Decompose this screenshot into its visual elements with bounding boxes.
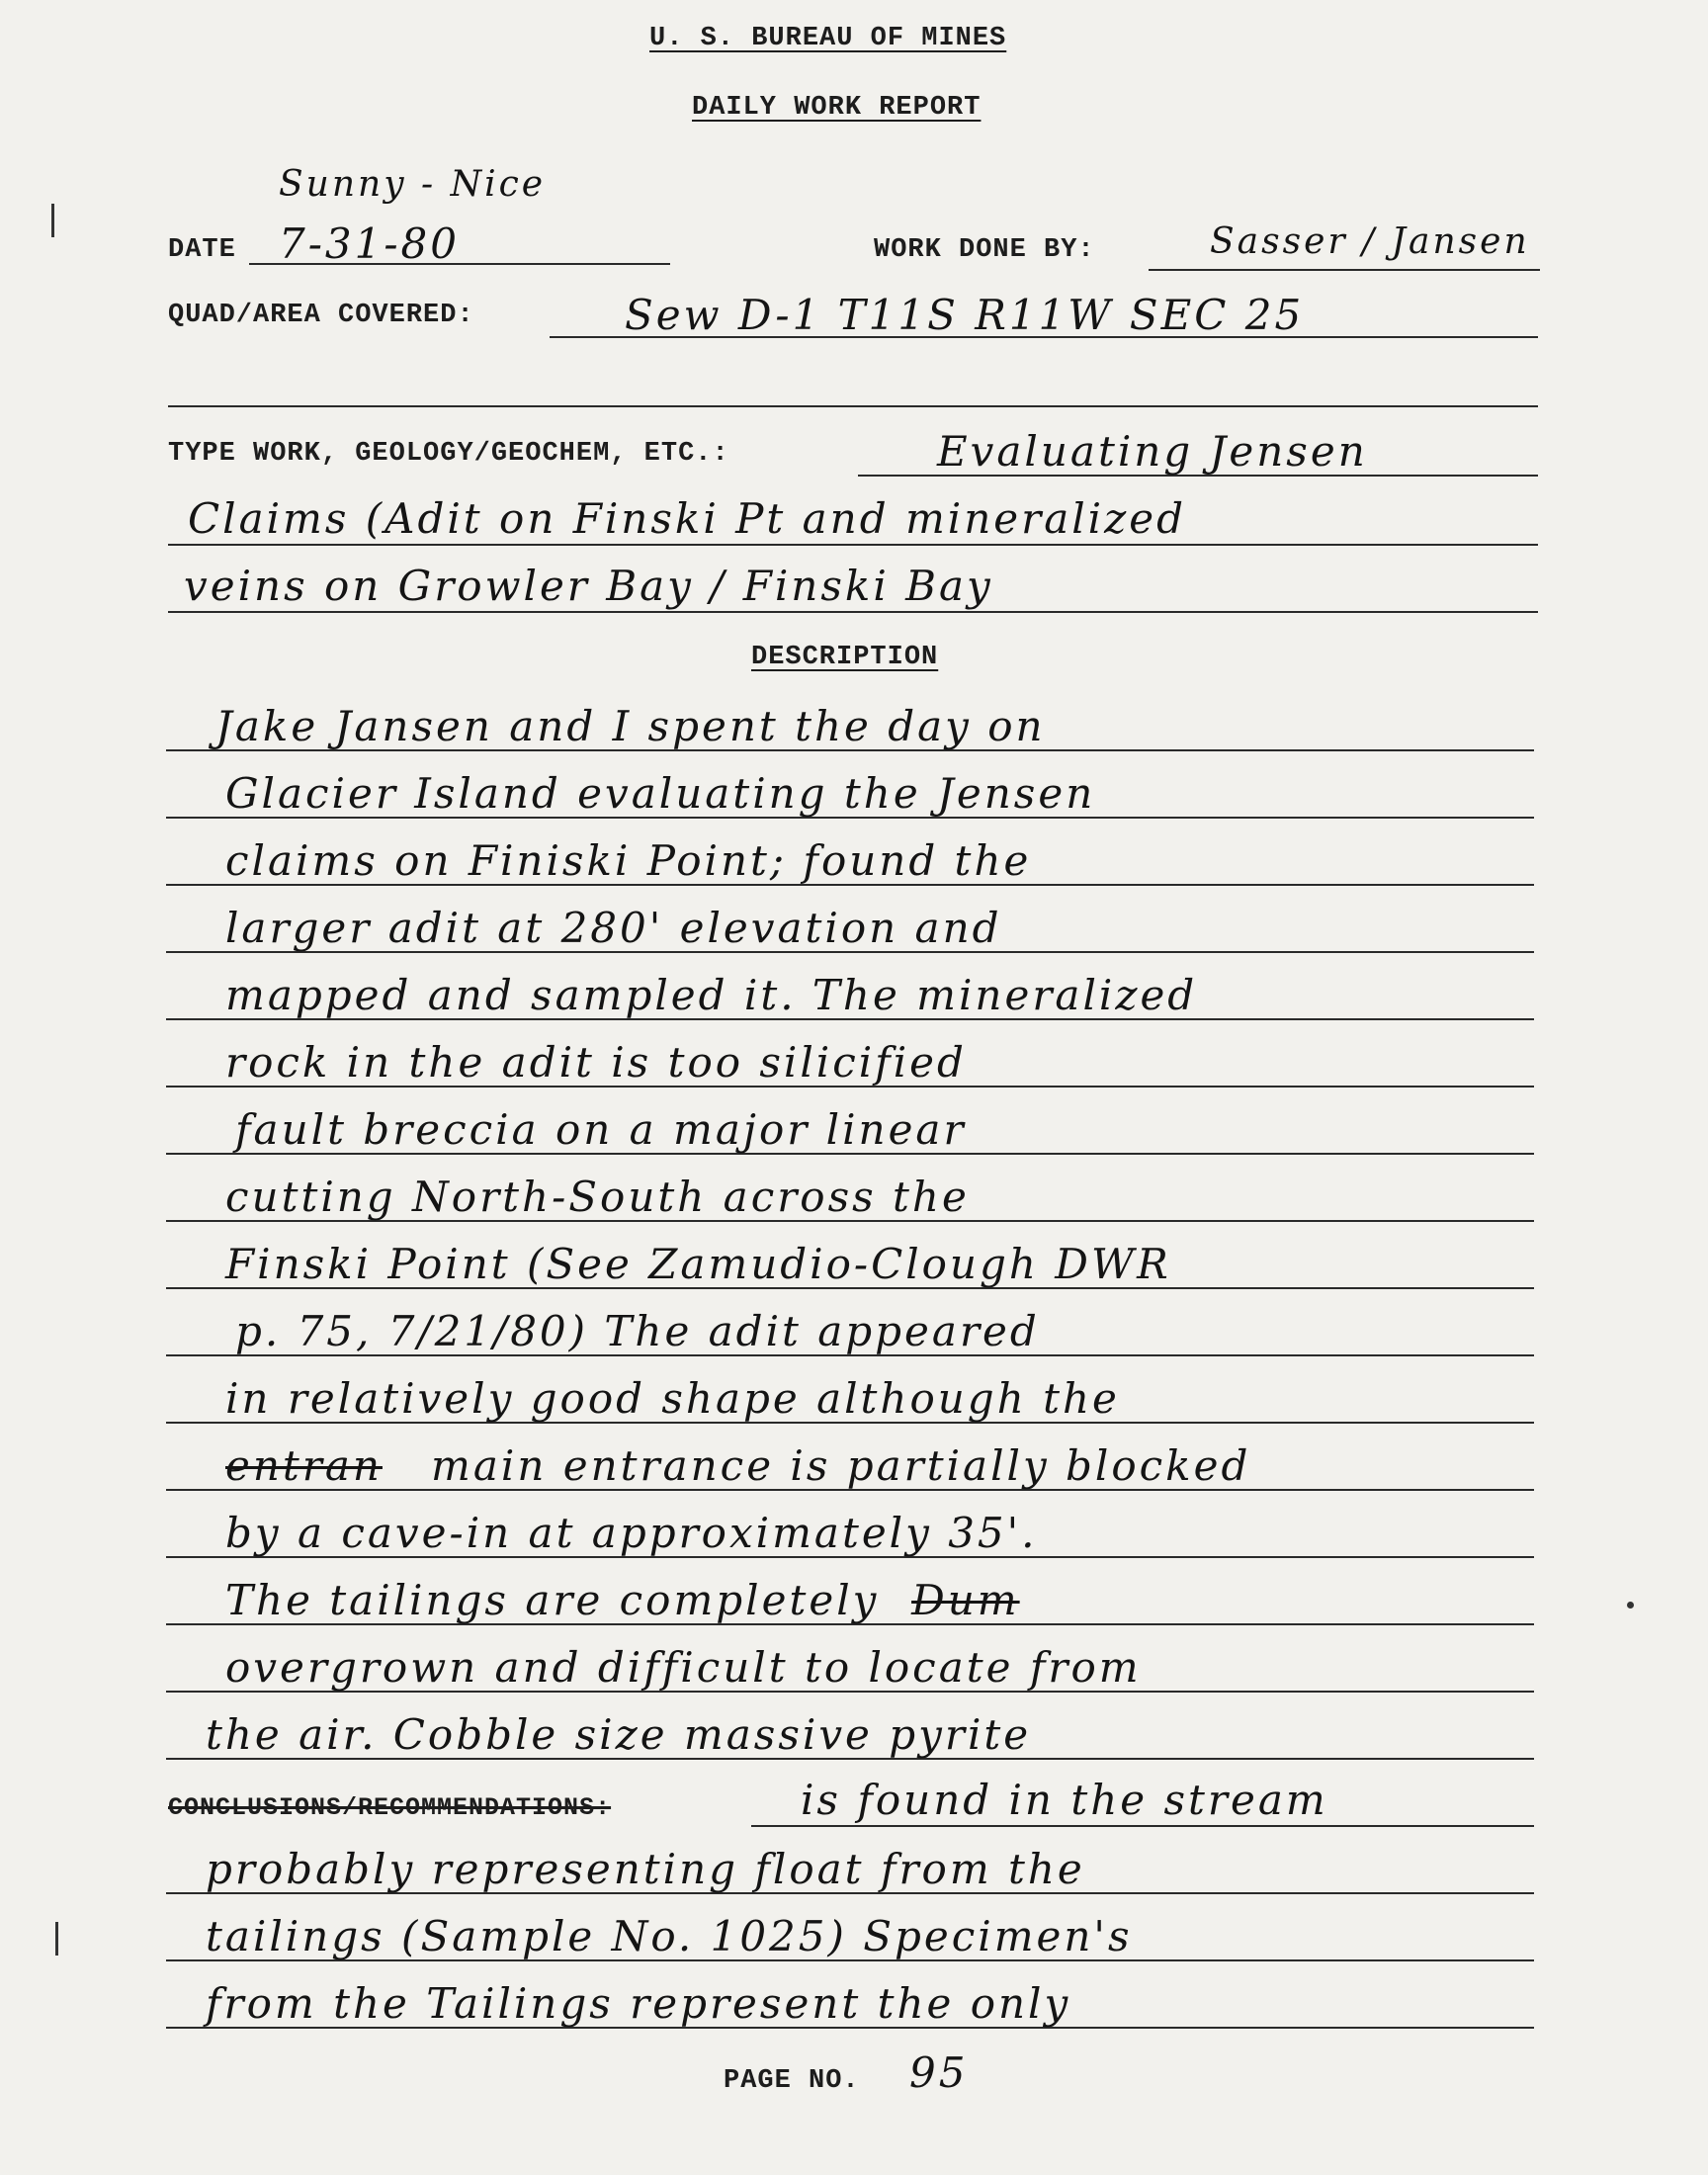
date-label: DATE [168, 235, 236, 265]
quad-value: Sew D-1 T11S R11W SEC 25 [625, 291, 1305, 339]
description-line-text: The tailings are completely [225, 1576, 880, 1624]
description-line: p. 75, 7/21/80) The adit appeared [235, 1307, 1040, 1355]
description-line: Glacier Island evaluating the Jensen [225, 769, 1096, 818]
page-number-label: PAGE NO. [724, 2066, 860, 2096]
description-line: from the Tailings represent the only [206, 1979, 1071, 2028]
margin-mark [55, 1922, 58, 1956]
date-value: 7-31-80 [279, 219, 460, 268]
quad-label: QUAD/AREA COVERED: [168, 301, 474, 330]
struck-word: entran [225, 1441, 383, 1490]
type-work-rule-3 [168, 611, 1538, 613]
description-line: the air. Cobble size massive pyrite [206, 1710, 1032, 1759]
description-line: Jake Jansen and I spent the day on [215, 702, 1046, 750]
conclusions-rule [751, 1825, 1534, 1827]
work-done-by-label: WORK DONE BY: [874, 235, 1095, 265]
description-line: Finski Point (See Zamudio-Clough DWR [225, 1240, 1171, 1288]
description-line: probably representing float from the [206, 1845, 1085, 1893]
type-work-line-3: veins on Growler Bay / Finski Bay [184, 562, 993, 610]
description-line: overgrown and difficult to locate from [225, 1643, 1142, 1692]
description-line: in relatively good shape although the [225, 1374, 1120, 1423]
type-work-rule-2 [168, 544, 1538, 546]
description-line: tailings (Sample No. 1025) Specimen's [206, 1912, 1133, 1960]
description-line: cutting North-South across the [225, 1173, 970, 1221]
description-line: is found in the stream [801, 1776, 1328, 1824]
margin-mark [51, 204, 54, 237]
work-done-by-rule [1149, 269, 1540, 271]
quad-extra-rule [168, 405, 1538, 407]
description-line: mapped and sampled it. The mineralized [225, 971, 1198, 1019]
type-work-line-2: Claims (Adit on Finski Pt and mineralized [188, 494, 1186, 543]
description-line-with-strike [166, 1576, 1593, 1625]
page-number-value: 95 [909, 2048, 969, 2097]
type-work-label: TYPE WORK, GEOLOGY/GEOCHEM, ETC.: [168, 439, 729, 469]
type-work-line-1: Evaluating Jensen [937, 427, 1368, 476]
description-line: larger adit at 280' elevation and [225, 904, 1002, 952]
report-title: DAILY WORK REPORT [692, 93, 982, 123]
margin-dot [1627, 1602, 1634, 1609]
description-line-with-strike [166, 1441, 1593, 1491]
struck-word: Dum [911, 1576, 1020, 1624]
description-heading: DESCRIPTION [751, 643, 939, 672]
weather-note: Sunny - Nice [279, 164, 547, 205]
conclusions-label-struck: CONCLUSIONS/RECOMMENDATIONS: [168, 1793, 612, 1822]
work-done-by-value: Sasser / Jansen [1210, 221, 1530, 262]
description-line: fault breccia on a major linear [235, 1105, 967, 1154]
description-line: rock in the adit is too silicified [225, 1038, 967, 1087]
agency-heading: U. S. BUREAU OF MINES [649, 24, 1007, 53]
description-line: claims on Finiski Point; found the [225, 836, 1032, 885]
description-line: by a cave-in at approximately 35'. [225, 1509, 1038, 1557]
description-line-text: main entrance is partially blocked [431, 1441, 1251, 1490]
